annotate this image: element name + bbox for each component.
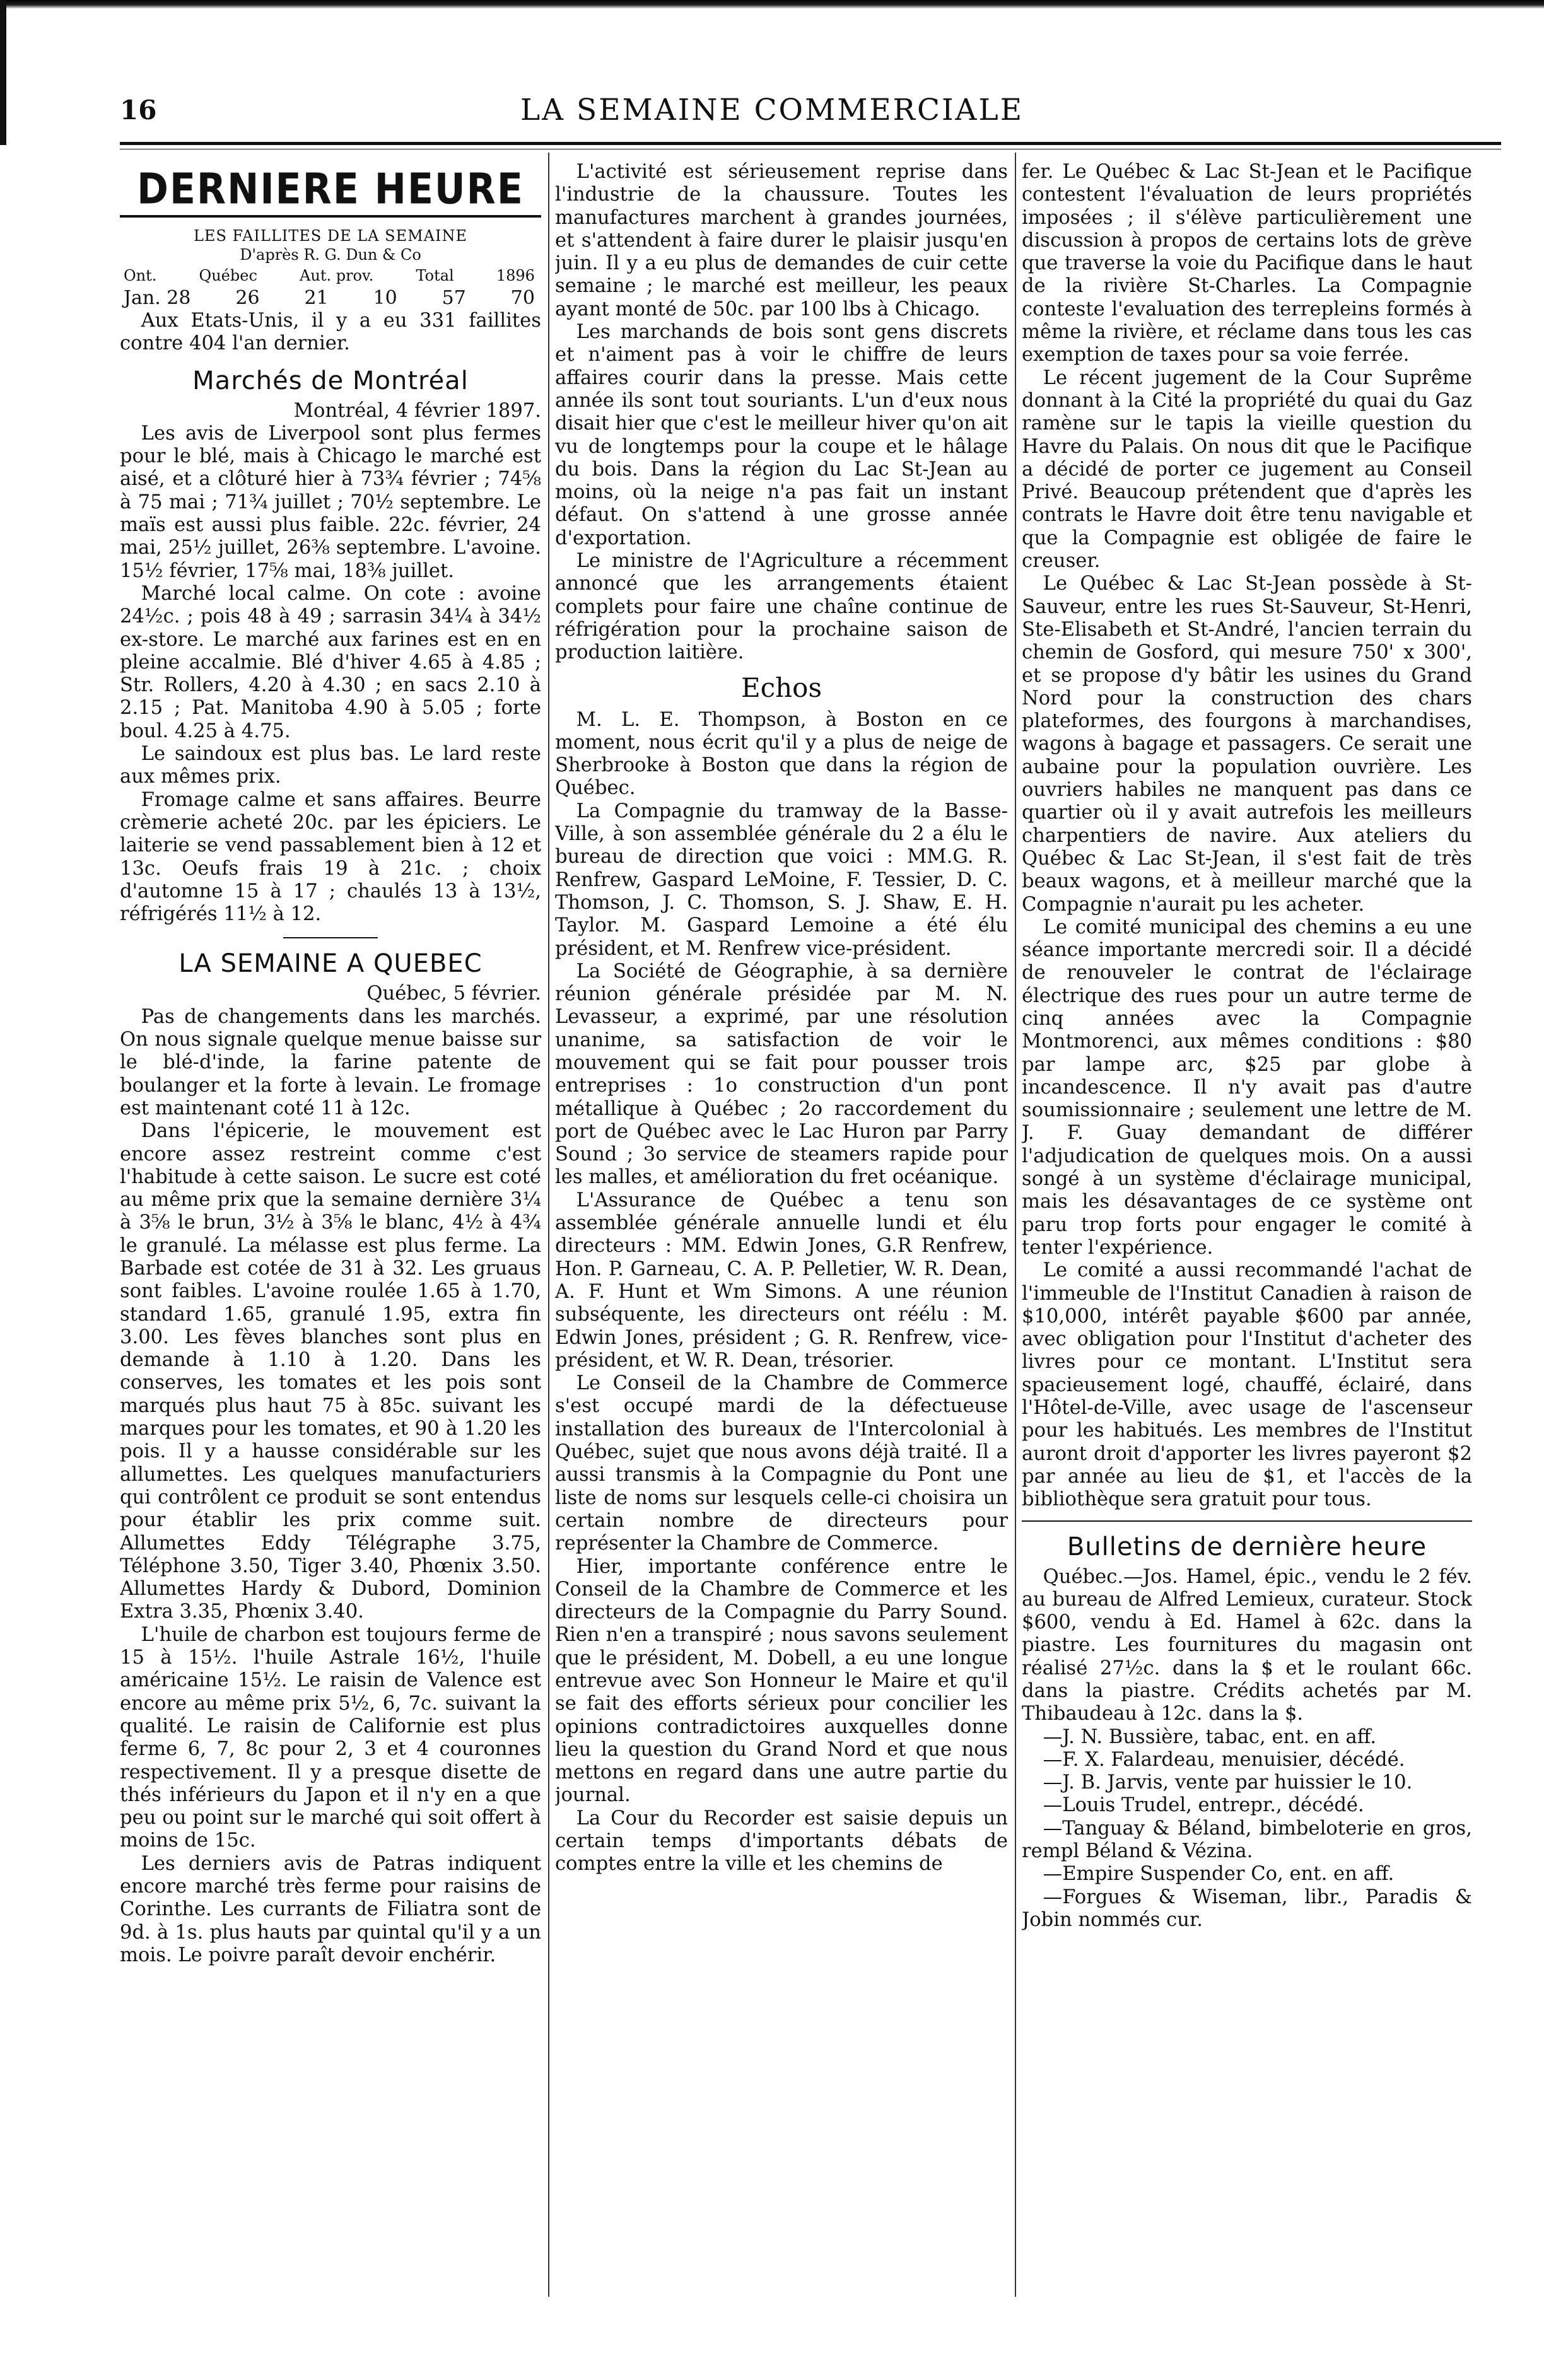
table-header-cell: Aut. prov. xyxy=(300,267,374,284)
table-cell: Jan. 28 xyxy=(124,287,191,309)
bulletin-item: —Forgues & Wiseman, libr., Paradis & Jobin nommés cur. xyxy=(1022,1886,1472,1931)
table-header-cell: Total xyxy=(416,267,454,284)
paragraph: Le comité municipal des chemins a eu une séance importante mercredi soir. Il a décidé de renouveler le contrat de l'éclairage électrique des rues pour un autre terme de cinq années avec la Compagnie Montmorenci, aux mêmes conditions : $80 par lampe arc, $25 par globe à incandescence. Il n'y avait pas d'autre soumissionnaire ; seulement une lettre de M. J. F. Guay demandant de différer l'adjudication de quelques mois. On a aussi songé à un système d'éclairage municipal, mais les désavantages de ce système ont paru trop forts pour engager le comité à tenter l'expérience. xyxy=(1022,916,1472,1259)
section-rule xyxy=(283,937,378,938)
table-header-cell: Ont. xyxy=(124,267,157,284)
bulletin-item: —Tanguay & Béland, bimbeloterie en gros, rempl Béland & Vézina. xyxy=(1022,1817,1472,1863)
bulletin-item: —Empire Suspender Co, ent. en aff. xyxy=(1043,1863,1395,1886)
paragraph: Le récent jugement de la Cour Suprême donnant à la Cité la propriété du quai du Gaz ramène sur le tapis la vieille question du Havre du Palais. On nous dit que le Pacifique a décidé de porter ce jugement au Conseil Privé. Beaucoup prétendent que d'après les contrats le Havre doit être tenu navigable et que la Compagnie est obligée de faire le creuser. xyxy=(1022,366,1472,573)
paragraph: Marché local calme. On cote : avoine 24½c. ; pois 48 à 49 ; sarrasin 34¼ à 34½ ex-store. Le marché aux farines est en en pleine accalmie. Blé d'hiver 4.65 à 4.85 ; Str. Rollers, 4.20 à 4.30 ; en sacs 2.10 à 2.15 ; Pat. Manitoba 4.90 à 5.05 ; forte boul. 4.25 à 4.75. xyxy=(120,582,541,742)
paragraph: L'activité est sérieusement reprise dans l'industrie de la chaussure. Toutes les manufactures marchent à grandes journées, et s'attendent à faire durer le plaisir jusqu'en juin. Il y a eu plus de demandes de cuir cette semaine ; le marché est meilleur, les peaux ayant monté de 50c. par 100 lbs à Chicago. xyxy=(555,161,1008,320)
semaine-quebec-date: Québec, 5 février. xyxy=(366,983,541,1005)
paragraph: Le comité a aussi recommandé l'achat de l'immeuble de l'Institut Canadien à raison de $10,000, intérêt payable $600 par année, avec obligation pour l'Institut d'acheter des livres pour ce montant. L'Institut sera spacieusement logé, chauffé, éclairé, dans l'Hôtel-de-Ville, avec usage de l'ascenseur pour les habitués. Les membres de l'Institut auront droit d'apporter les livres payeront $2 par année au lieu de $1, et l'accès de la bibliothèque sera gratuit pour tous. xyxy=(1022,1259,1472,1511)
marches-montreal-title: Marchés de Montréal xyxy=(192,366,469,395)
paragraph: M. L. E. Thompson, à Boston en ce moment, nous écrit qu'il y a plus de neige de Sherbrooke à Boston que dans la région de Québec. xyxy=(555,708,1008,800)
paragraph: Les derniers avis de Patras indiquent encore marché très ferme pour raisins de Corinthe. Les currants de Filiatra sont de 9d. à 1s. plus hauts par quintal qu'il y a un mois. Le poivre paraît devoir enchérir. xyxy=(120,1852,541,1966)
column-3 xyxy=(1022,161,1472,2299)
bulletin-item: Québec.—Jos. Hamel, épic., vendu le 2 fév. au bureau de Alfred Lemieux, curateur. Stock $600, vendu à Ed. Hamel à 62c. dans la piastre. Les fournitures du magasin ont réalisé 27½c. dans la $ et le roulant 66c. dans la piastre. Crédits achetés par M. Thibaudeau à 12c. dans la $. xyxy=(1022,1565,1472,1725)
faillites-source: D'après R. G. Dun & Co xyxy=(240,246,421,264)
table-cell: 10 xyxy=(373,287,397,309)
bulletins-title: Bulletins de dernière heure xyxy=(1067,1532,1427,1561)
paragraph: Le Conseil de la Chambre de Commerce s'est occupé mardi de la défectueuse installation des bureaux de l'Intercolonial à Québec, sujet que nous avons déjà traité. Il a aussi transmis à la Compagnie du Pont une liste de noms sur lesquels celle-ci choisira un certain nombre de directeurs pour représenter la Chambre de Commerce. xyxy=(555,1372,1008,1555)
bulletin-item: —J. N. Bussière, tabac, ent. en aff. xyxy=(1043,1725,1377,1748)
column-1 xyxy=(120,161,541,2299)
bulletin-item: —F. X. Falardeau, menuisier, décédé. xyxy=(1043,1748,1405,1771)
paragraph: Les marchands de bois sont gens discrets et n'aiment pas à voir le chiffre de leurs affaires courir dans la presse. Mais cette année ils sont tout souriants. L'un d'eux nous disait hier que c'est le meilleur hiver qu'on ait vu de longtemps pour la coupe et le hâlage du bois. Dans la région du Lac St-Jean au moins, où la neige n'a pas fait un instant défaut. On s'attend à une grosse année d'exportation. xyxy=(555,321,1008,549)
marches-montreal-date: Montréal, 4 février 1897. xyxy=(293,399,541,422)
us-note: Aux Etats-Unis, il y a eu 331 faillites contre 404 l'an dernier. xyxy=(120,310,541,355)
table-cell: 57 xyxy=(442,287,466,309)
paragraph: L'huile de charbon est toujours ferme de 15 à 15½. l'huile Astrale 16½, l'huile américaine 15½. Le raisin de Valence est encore au même prix 5½, 6, 7c. suivant la qualité. Le raisin de Californie est plus ferme 6, 7, 8c pour 2, 3 et 4 couronnes respectivement. Il y a presque disette de thés inférieurs du Japon et il n'y en a que peu ou point sur le marché qui soit offert à moins de 15c. xyxy=(120,1623,541,1852)
scan-top-edge xyxy=(0,0,1544,9)
paragraph: L'Assurance de Québec a tenu son assemblée générale annuelle lundi et élu directeurs : MM. Edwin Jones, G.R Renfrew, Hon. P. Garneau, C. A. P. Pelletier, W. R. Dean, A. F. Hunt et Wm Simons. A une réunion subséquente, les directeurs ont réélu : M. Edwin Jones, président ; G. R. Renfrew, vice-président, et W. R. Dean, trésorier. xyxy=(555,1189,1008,1372)
paragraph: La Cour du Recorder est saisie depuis un certain temps d'importants débats de comptes entre la ville et les chemins de xyxy=(555,1807,1008,1875)
table-header-cell: 1896 xyxy=(496,267,535,284)
paragraph: Dans l'épicerie, le mouvement est encore assez restreint comme c'est l'habitude à cette saison. Le sucre est coté au même prix que la semaine dernière 3¼ à 3⅝ le brun, 3½ à 3⅝ le blanc, 4½ à 4¾ le granulé. La mélasse est plus ferme. La Barbade est cotée de 31 à 32. Les gruaus sont faibles. L'avoine roulée 1.65 à 1.70, standard 1.65, granulé 1.95, extra fin 3.00. Les fèves blanches sont plus en demande à 1.10 à 1.20. Dans les conserves, les tomates et les pois sont marqués plus haut 75 à 85c. suivant les marques pour les tomates, et 90 à 1.20 les pois. Il y a hausse considérable sur les allumettes. Les quelques manufacturiers qui contrôlent ce produit se sont entendus pour établir les prix comme suit. Allumettes Eddy Télégraphe 3.75, Téléphone 3.50, Tiger 3.40, Phœnix 3.50. Allumettes Hardy & Dubord, Dominion Extra 3.35, Phœnix 3.40. xyxy=(120,1120,541,1623)
paragraph: Les avis de Liverpool sont plus fermes pour le blé, mais à Chicago le marché est aisé, et a clôturé hier à 73¾ février ; 74⅝ à 75 mai ; 71¾ juillet ; 70½ septembre. Le maïs est aussi plus faible. 22c. février, 24 mai, 25½ juillet, 26⅜ septembre. L'avoine. 15½ février, 17⅝ mai, 18⅜ juillet. xyxy=(120,422,541,582)
section-rule xyxy=(1022,1520,1472,1522)
derniere-heure-title: DERNIERE HEURE xyxy=(137,164,524,214)
faillites-heading: LES FAILLITES DE LA SEMAINE xyxy=(193,227,467,245)
masthead: LA SEMAINE COMMERCIALE xyxy=(520,93,1024,127)
table-cell: 70 xyxy=(510,287,535,309)
paragraph: Pas de changements dans les marchés. On nous signale quelque menue baisse sur le blé-d'inde, la farine patente de boulanger et la forte à levain. Le fromage est maintenant coté 11 à 12c. xyxy=(120,1005,541,1119)
header-rule xyxy=(120,142,1501,145)
paragraph: La Compagnie du tramway de la Basse-Ville, à son assemblée générale du 2 a élu le bureau de direction que voici : MM.G. R. Renfrew, Gaspard LeMoine, F. Tessier, D. C. Thomson, J. C. Thomson, S. J. Shaw, E. H. Taylor. M. Gaspard Lemoine a été élu président, et M. Renfrew vice-président. xyxy=(555,800,1008,960)
paragraph: Le Québec & Lac St-Jean possède à St-Sauveur, entre les rues St-Sauveur, St-Henri, Ste-Elisabeth et St-André, l'ancien terrain du chemin de Gosford, qui mesure 750' x 300', et se propose d'y bâtir les usines du Grand Nord pour la construction des chars plateformes, des fourgons à marchandises, wagons à bagage et passagers. Ce serait une aubaine pour la population ouvrière. Les ouvriers habiles ne manquent pas dans ce quartier où il y avait autrefois les meilleurs charpentiers de navire. Aux ateliers du Québec & Lac St-Jean, il s'est fait de très beaux wagons, et à meilleur marché que la Compagnie n'aurait pu les acheter. xyxy=(1022,573,1472,916)
table-header-cell: Québec xyxy=(199,267,257,284)
column-divider xyxy=(1015,153,1016,2297)
bulletin-item: —Louis Trudel, entrepr., décédé. xyxy=(1043,1794,1364,1817)
column-divider xyxy=(548,153,549,2297)
faillites-table-row xyxy=(120,287,541,310)
table-cell: 26 xyxy=(235,287,260,309)
paragraph: Fromage calme et sans affaires. Beurre crèmerie acheté 20c. par les épiciers. Le laiterie se vend passablement bien à 12 et 13c. Oeufs frais 19 à 21c. ; choix d'automne 15 à 17 ; chaulés 13 à 13½, réfrigérés 11½ à 12. xyxy=(120,788,541,926)
echos-title: Echos xyxy=(740,672,822,703)
paragraph: Le ministre de l'Agriculture a récemment annoncé que les arrangements étaient complets pour faire une chaîne continue de réfrigération pour la prochaine saison de production laitière. xyxy=(555,550,1008,664)
bulletin-item: —J. B. Jarvis, vente par huissier le 10. xyxy=(1043,1771,1413,1794)
column-2 xyxy=(555,161,1008,2299)
table-cell: 21 xyxy=(304,287,329,309)
page-number: 16 xyxy=(120,95,157,125)
paragraph: Hier, importante conférence entre le Conseil de la Chambre de Commerce et les directeurs de la Compagnie du Parry Sound. Rien n'en a transpiré ; nous savons seulement que le président, M. Dobell, a eu une longue entrevue avec Son Honneur le Maire et qu'il se fait des efforts sérieux pour concilier les opinions contradictoires auxquelles donne lieu la question du Grand Nord et que nous mettons en regard dans une autre partie du journal. xyxy=(555,1555,1008,1807)
semaine-quebec-title: LA SEMAINE A QUEBEC xyxy=(178,949,482,979)
faillites-table-header xyxy=(120,264,541,287)
paragraph: La Société de Géographie, à sa dernière réunion générale présidée par M. N. Levasseur, a exprimé, par une résolution unanime, sa satisfaction de voir le mouvement qui se fait pour pousser trois entreprises : 1o construction d'un pont métallique à Québec ; 2o raccordement du port de Québec avec le Lac Huron par Parry Sound ; 3o service de steamers rapide pour les malles, et amélioration du fret océanique. xyxy=(555,960,1008,1189)
paragraph: fer. Le Québec & Lac St-Jean et le Pacifique contestent l'évaluation de leurs propriétés imposées ; il s'élève particulièrement une discussion à propos de certains lots de grève que traverse la voie du Pacifique dans le haut de la rivière St-Charles. La Compagnie conteste l'evaluation des terrepleins formés à même la rivière, et réclame dans tous les cas exemption de taxes pour sa voie ferrée. xyxy=(1022,161,1472,366)
paragraph: Le saindoux est plus bas. Le lard reste aux mêmes prix. xyxy=(120,743,541,788)
